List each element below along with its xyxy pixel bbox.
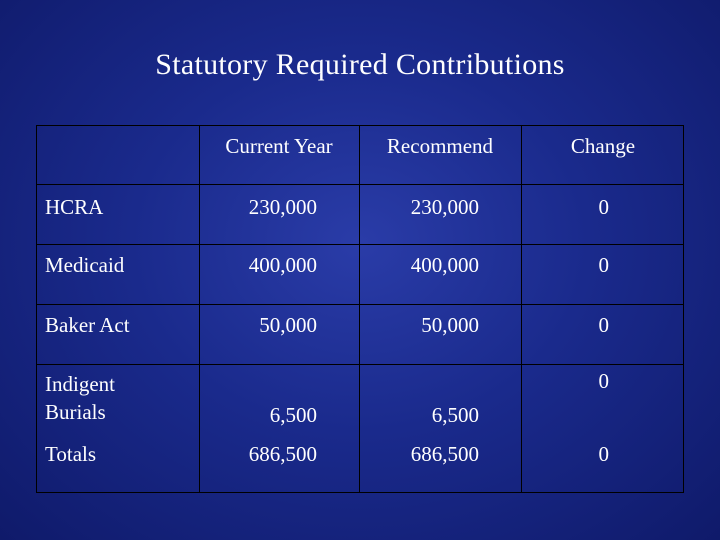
row-label-medicaid: Medicaid <box>45 253 125 277</box>
cell-recommend: 50,000 <box>421 313 479 337</box>
contributions-table <box>36 125 684 493</box>
cell-current: 50,000 <box>259 313 317 337</box>
row-divider <box>37 244 683 245</box>
cell-change-total: 0 <box>598 442 609 466</box>
row-divider <box>37 184 683 185</box>
cell-current-total: 686,500 <box>248 442 317 466</box>
row-label-indigent-line1: Indigent <box>45 372 115 396</box>
header-recommend: Recommend <box>386 134 494 158</box>
header-current-year: Current Year <box>225 134 333 158</box>
cell-current: 6,500 <box>269 403 317 427</box>
cell-change: 0 <box>598 313 609 337</box>
cell-change: 0 <box>598 253 609 277</box>
column-divider <box>359 126 360 492</box>
cell-recommend: 6,500 <box>431 403 479 427</box>
cell-recommend: 400,000 <box>410 253 479 277</box>
cell-change: 0 <box>598 369 609 393</box>
row-divider <box>37 364 683 365</box>
row-label-baker-act: Baker Act <box>45 313 130 337</box>
row-label-hcra: HCRA <box>45 195 104 219</box>
cell-recommend: 230,000 <box>410 195 479 219</box>
column-divider <box>521 126 522 492</box>
column-divider <box>199 126 200 492</box>
cell-current: 400,000 <box>248 253 317 277</box>
cell-current: 230,000 <box>248 195 317 219</box>
row-label-totals: Totals <box>45 442 97 466</box>
cell-change: 0 <box>598 195 609 219</box>
header-change: Change <box>570 134 636 158</box>
cell-recommend-total: 686,500 <box>410 442 479 466</box>
row-label-indigent-line2: Burials <box>45 400 106 424</box>
row-divider <box>37 304 683 305</box>
slide-title: Statutory Required Contributions <box>155 48 565 81</box>
